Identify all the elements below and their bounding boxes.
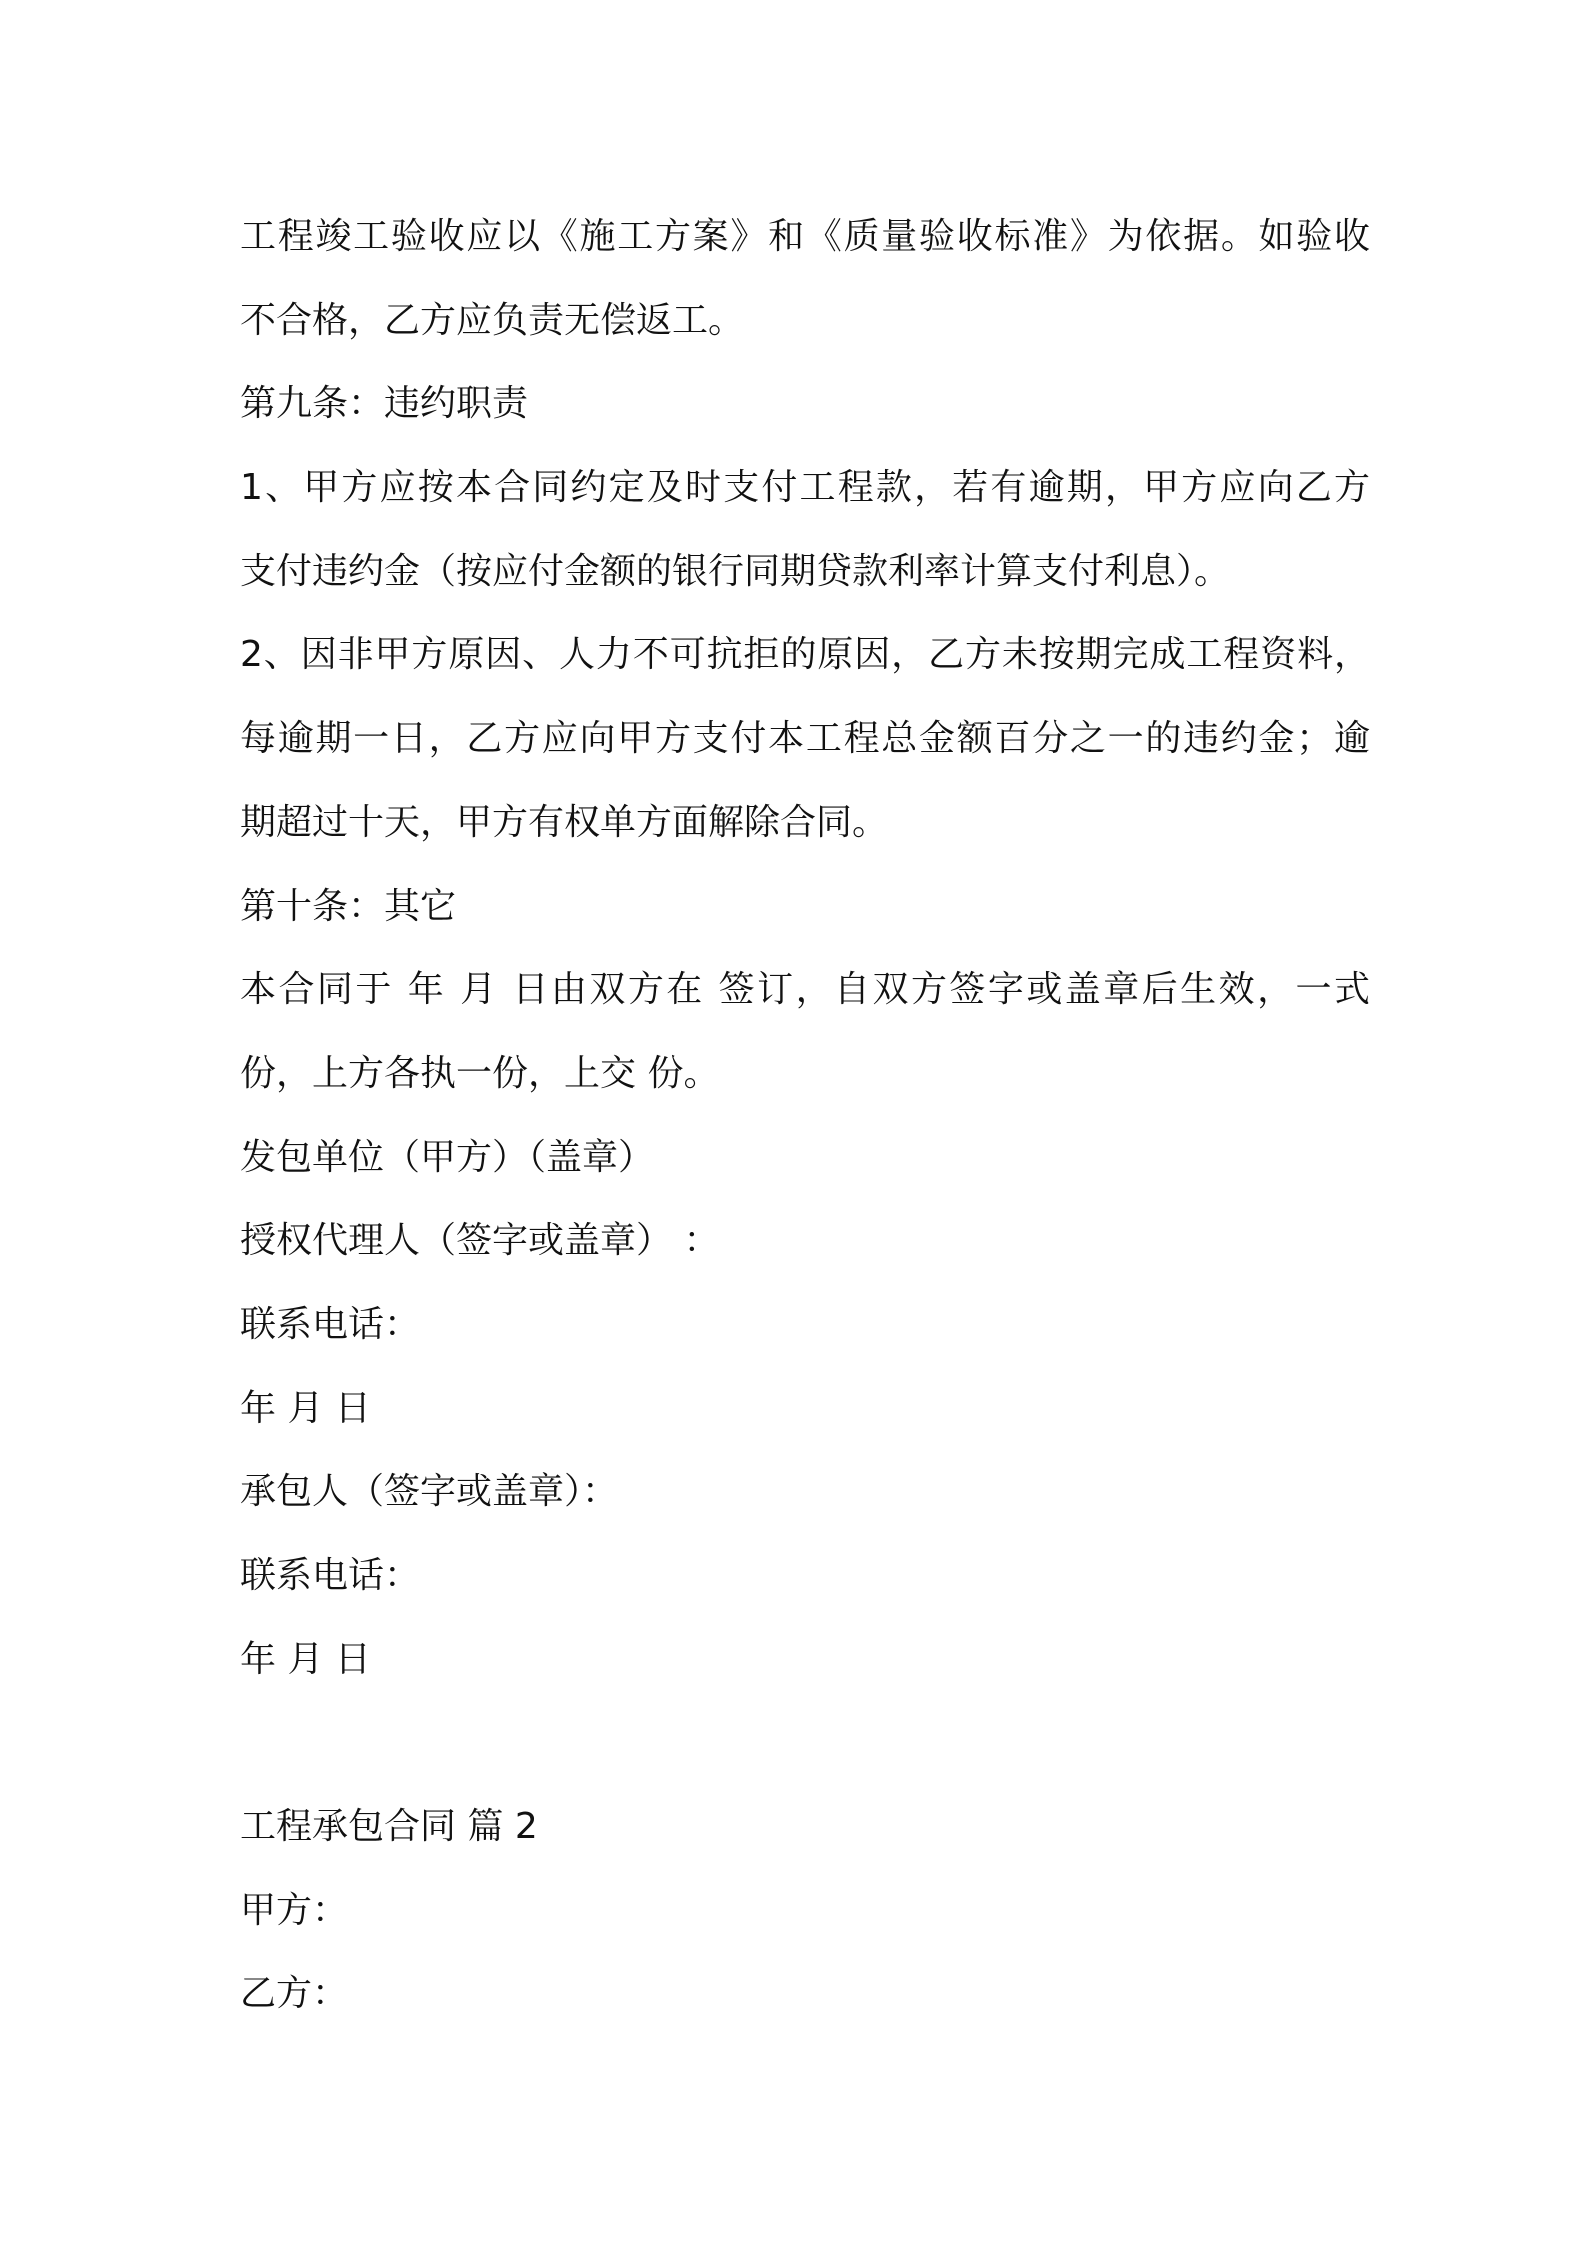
signature-field: 承包人（签字或盖章）： (240, 1471, 619, 1513)
document-body (240, 195, 1370, 2036)
text-line: 2、因非甲方原因、人力不可抗拒的原因，乙方未按期完成工程资料， (240, 634, 1370, 676)
text-line: 每逾期一日，乙方应向甲方支付本工程总金额百分之一的违约金；逾 (240, 718, 1370, 760)
text-line: 本合同于 年 月 日由双方在 签订，自双方签字或盖章后生效，一式 (240, 969, 1370, 1011)
date-field: 年 月 日 (240, 1387, 371, 1429)
text-line: 工程竣工验收应以《施工方案》和《质量验收标准》为依据。如验收 (240, 216, 1370, 257)
party-b-field: 乙方： (240, 1973, 349, 2015)
article-heading: 第九条：违约职责 (240, 383, 529, 425)
article-heading: 第十条：其它 (240, 885, 457, 927)
text-line: 份，上方各执一份，上交 份。 (240, 1052, 720, 1094)
phone-field: 联系电话： (240, 1555, 421, 1596)
text-line: 1、甲方应按本合同约定及时支付工程款，若有逾期，甲方应向乙方 (240, 467, 1370, 509)
signature-field: 授权代理人（签字或盖章） ： (240, 1220, 720, 1262)
date-field: 年 月 日 (240, 1638, 371, 1680)
section-title: 工程承包合同 篇 2 (240, 1806, 538, 1848)
text-line: 期超过十天，甲方有权单方面解除合同。 (240, 801, 889, 843)
text-line: 支付违约金（按应付金额的银行同期贷款利率计算支付利息）。 (240, 550, 1231, 592)
section-spacer (240, 1701, 1370, 1785)
signature-field: 发包单位（甲方）（盖章） (240, 1136, 655, 1178)
phone-field: 联系电话： (240, 1303, 421, 1345)
party-a-field: 甲方： (240, 1889, 349, 1931)
text-line: 不合格，乙方应负责无偿返工。 (240, 299, 745, 341)
